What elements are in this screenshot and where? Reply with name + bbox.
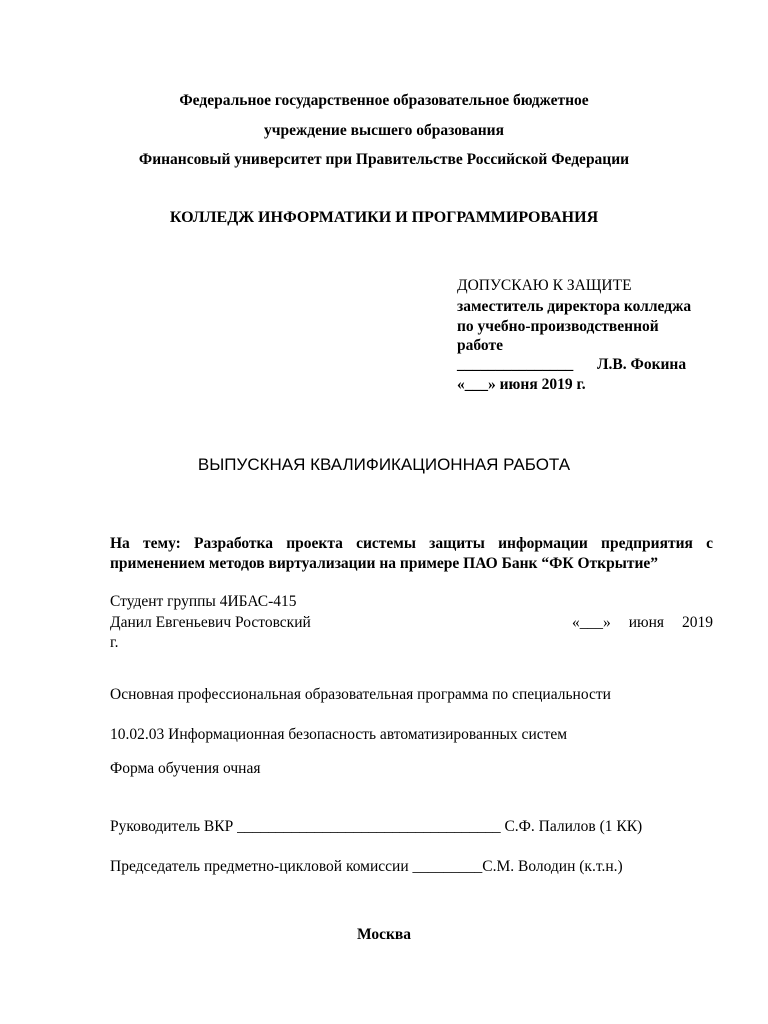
institution-line-1: Федеральное государственное образовательное бюджетное: [179, 92, 589, 109]
topic-line-1: На тему: Разработка проекта системы защиты информации предприятия с: [110, 535, 713, 552]
student-date: [572, 614, 713, 632]
student-group: Студент группы 4ИБАС-415: [110, 593, 297, 610]
approval-heading: ДОПУСКАЮ К ЗАЩИТЕ: [457, 277, 632, 294]
supervisor-name: С.Ф. Палилов (1 КК): [504, 818, 643, 835]
specialty-line: 10.02.03 Информационная безопасность автоматизированных систем: [110, 726, 568, 743]
student-date-tail: г.: [110, 634, 119, 651]
chairman-label: Председатель предметно-цикловой комиссии: [110, 858, 409, 875]
approval-date: «___» июня 2019 г.: [457, 376, 586, 393]
student-date-month: июня: [628, 614, 665, 631]
program-line: Основная профессиональная образовательная программа по специальности: [110, 686, 611, 703]
document-title: ВЫПУСКНАЯ КВАЛИФИКАЦИОННАЯ РАБОТА: [197, 455, 571, 474]
topic-line-2: применением методов виртуализации на примере ПАО Банк “ФК Открытие”: [110, 555, 659, 572]
institution-line-2: учреждение высшего образования: [264, 122, 504, 139]
chairman-line: [110, 858, 623, 876]
approval-signer: Л.В. Фокина: [597, 356, 687, 373]
supervisor-line: [110, 818, 642, 836]
chairman-blank: _________: [412, 858, 483, 875]
approval-signature-line: [457, 356, 686, 374]
study-form: Форма обучения очная: [110, 760, 261, 777]
approval-line-2: по учебно-производственной: [457, 318, 659, 335]
city: Москва: [356, 926, 412, 943]
student-date-day: «___»: [572, 614, 611, 631]
chairman-name: С.М. Володин (к.т.н.): [482, 858, 623, 875]
signature-blank: _______________: [457, 356, 574, 373]
institution-line-3: Финансовый университет при Правительстве Российской Федерации: [138, 151, 630, 168]
student-name: Данил Евгеньевич Ростовский: [110, 614, 311, 631]
approval-line-1: заместитель директора колледжа: [457, 298, 692, 315]
student-date-year: 2019: [682, 614, 713, 631]
supervisor-blank: __________________________________: [237, 818, 501, 835]
college-name: КОЛЛЕДЖ ИНФОРМАТИКИ И ПРОГРАММИРОВАНИЯ: [169, 209, 599, 226]
approval-line-3: работе: [457, 337, 503, 354]
supervisor-label: Руководитель ВКР: [110, 818, 234, 835]
